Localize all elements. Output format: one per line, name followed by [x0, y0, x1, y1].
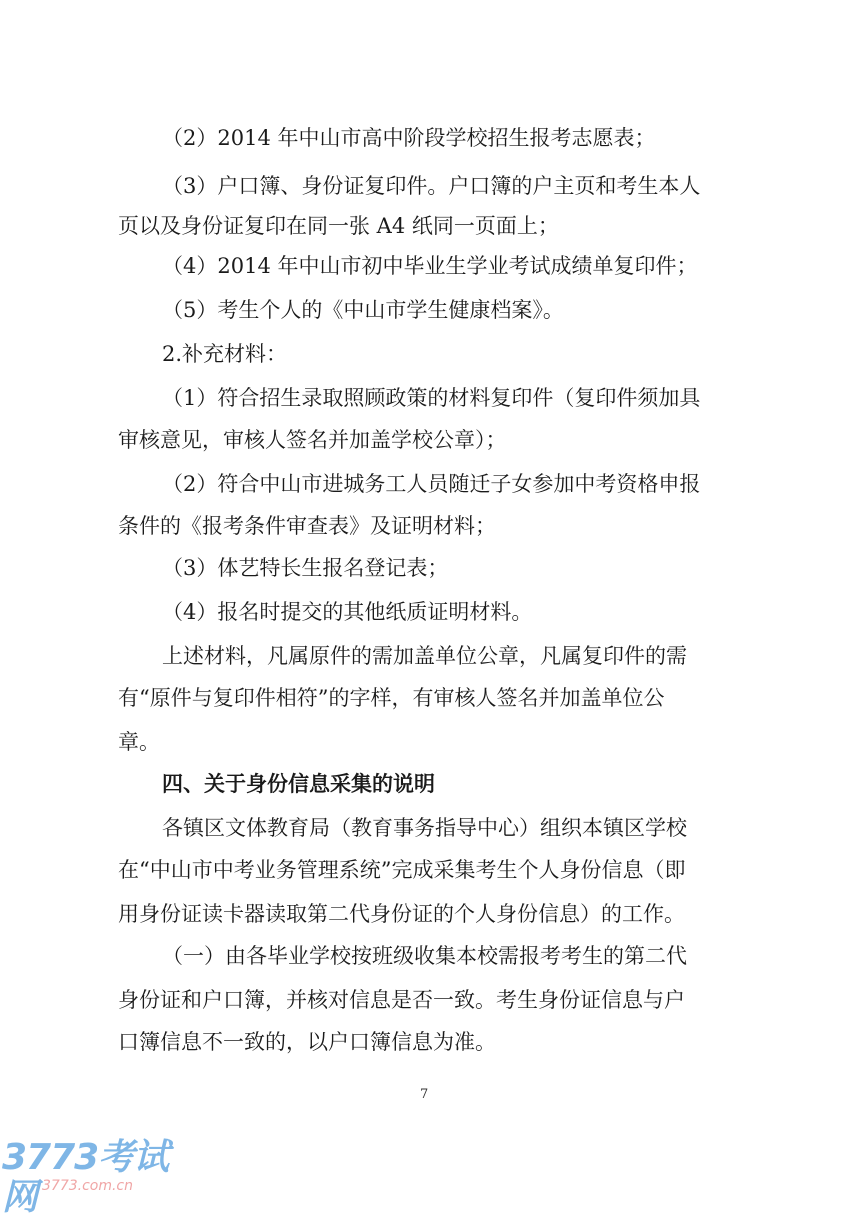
page-number: 7: [420, 1087, 429, 1102]
text-line-1: （2）2014 年中山市高中阶段学校招生报考志愿表；: [162, 126, 656, 150]
text-line-3: 页以及身份证复印在同一张 A4 纸同一页面上；: [118, 214, 559, 238]
text-line-21: 身份证和户口簿，并核对信息是否一致。考生身份证信息与户: [118, 988, 685, 1012]
text-line-4: （4）2014 年中山市初中毕业生学业考试成绩单复印件；: [162, 254, 698, 278]
text-line-13: 上述材料，凡属原件的需加盖单位公章，凡属复印件的需: [162, 644, 687, 668]
text-line-6: 2.补充材料：: [162, 342, 288, 366]
text-line-9: （2）符合中山市进城务工人员随迁子女参加中考资格申报: [162, 472, 701, 496]
text-line-12: （4）报名时提交的其他纸质证明材料。: [162, 600, 533, 624]
text-line-20: （一）由各毕业学校按班级收集本校需报考考生的第二代: [162, 944, 687, 968]
text-line-11: （3）体艺特长生报名登记表；: [162, 556, 449, 580]
section-heading: 四、关于身份信息采集的说明: [162, 772, 435, 796]
text-line-17: 各镇区文体教育局（教育事务指导中心）组织本镇区学校: [162, 816, 687, 840]
text-line-5: （5）考生个人的《中山市学生健康档案》。: [162, 298, 564, 322]
text-line-14: 有“原件与复印件相符”的字样，有审核人签名并加盖单位公: [118, 686, 665, 710]
text-line-2-content: （3）户口簿、身份证复印件。户口簿的户主页和考生本人: [162, 174, 701, 198]
text-line-2: [162, 174, 728, 198]
text-line-8: 审核意见，审核人签名并加盖学校公章）；: [118, 428, 507, 452]
text-line-19: 用身份证读卡器读取第二代身份证的个人身份信息）的工作。: [118, 902, 685, 926]
text-line-22: 口簿信息不一致的，以户口簿信息为准。: [118, 1030, 496, 1054]
text-line-7: （1）符合招生录取照顾政策的材料复印件（复印件须加具: [162, 386, 701, 410]
text-line-15: 章。: [118, 730, 160, 754]
watermark-sub: 3773.com.cn: [42, 1178, 133, 1194]
watermark-main: 3773考试网: [2, 1137, 169, 1218]
text-line-18: 在“中山市中考业务管理系统”完成采集考生个人身份信息（即: [118, 858, 686, 882]
text-line-10: 条件的《报考条件审查表》及证明材料；: [118, 514, 496, 538]
watermark-logo: [2, 1137, 192, 1218]
